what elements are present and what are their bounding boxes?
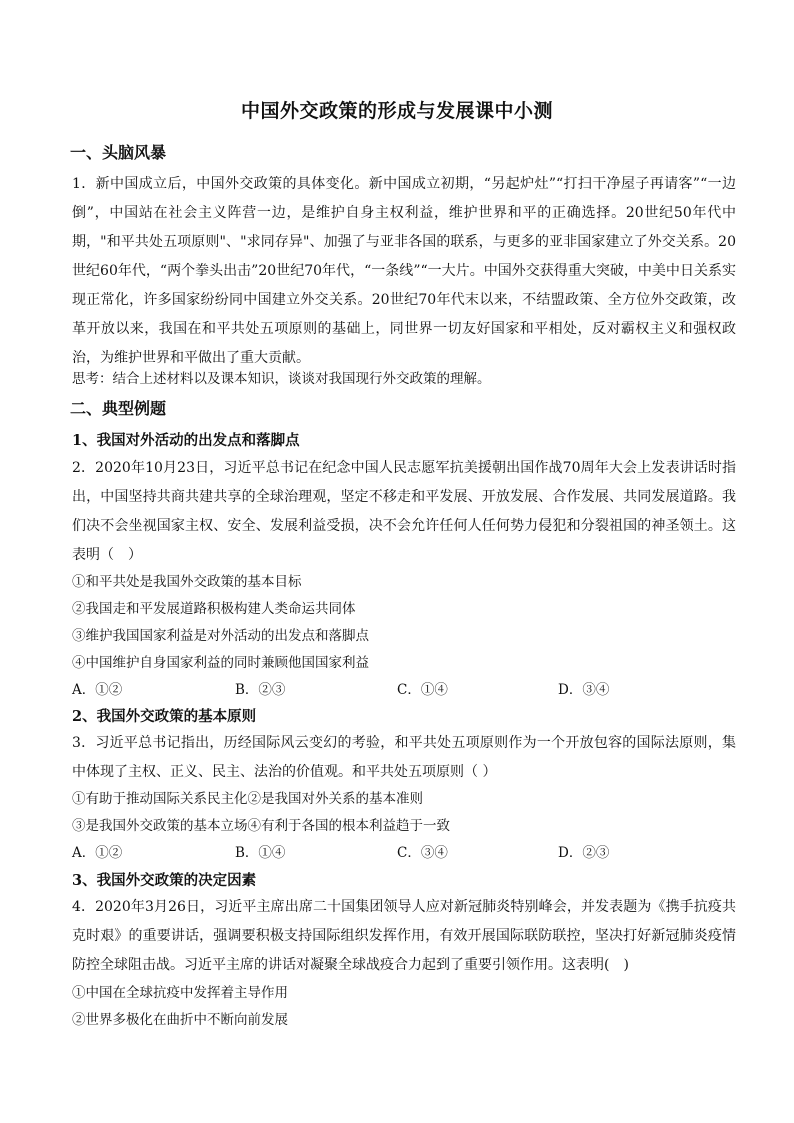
question-4-item-2: ②世界多极化在曲折中不断向前发展	[72, 1012, 288, 1028]
question-2-option-d[interactable]: D．③④	[558, 682, 610, 698]
question-2-text: 2．2020年10月23日，习近平总书记在纪念中国人民志愿军抗美援朝出国作战70周年大会上发表讲话时指出，中国坚持共商共建共享的全球治理观，坚定不移走和平发展、开放发展、合作发展、共同发展道路。我们决不会坐视国家主权、安全、发展利益受损，决不会允许任何人任何势力侵犯和分裂祖国的神圣领土。这表明（ ）	[72, 460, 736, 563]
question-3-option-a[interactable]: A．①②	[72, 845, 123, 861]
question-3-item-1: ①有助于推动国际关系民主化②是我国对外关系的基本准则	[72, 791, 423, 807]
subheading-starting-point: 1、我国对外活动的出发点和落脚点	[72, 432, 300, 449]
section-heading-brainstorm: 一、头脑风暴	[70, 143, 167, 162]
subheading-basic-principles: 2、我国外交政策的基本原则	[72, 708, 257, 725]
question-4-item-1: ①中国在全球抗疫中发挥着主导作用	[72, 985, 288, 1001]
question-2-option-a[interactable]: A．①②	[72, 682, 123, 698]
page-title: 中国外交政策的形成与发展课中小测	[240, 100, 553, 122]
question-4-text: 4．2020年3月26日，习近平主席出席二十国集团领导人应对新冠肺炎特别峰会，并发表题为《携手抗疫共克时艰》的重要讲话，强调要积极支持国际组织发挥作用，有效开展国际联防联控，坚决打好新冠肺炎疫情防控全球阻击战。习近平主席的讲话对凝聚全球战疫合力起到了重要引领作用。这表明( )	[72, 899, 736, 973]
question-2-item-3: ③维护我国国家利益是对外活动的出发点和落脚点	[72, 628, 369, 644]
question-1-text: 1．新中国成立后，中国外交政策的具体变化。新中国成立初期，“另起炉灶”“打扫干净屋子再请客”“一边倒”，中国站在社会主义阵营一边，是维护自身主权利益，维护世界和平的正确选择。20世纪50年代中期，"和平共处五项原则"、"求同存异"、加强了与亚非各国的联系，与更多的亚非国家建立了外交关系。20世纪60年代，“两个拳头出击”20世纪70年代，“一条线”“一大片。中国外交获得重大突破，中美中日关系实现正常化，许多国家纷纷同中国建立外交关系。20世纪70年代末以来，不结盟政策、全方位外交政策，改革开放以来，我国在和平共处五项原则的基础上，同世界一切友好国家和平相处，反对霸权主义和强权政治，为维护世界和平做出了重大贡献。	[72, 176, 736, 366]
question-3-text: 3．习近平总书记指出，历经国际风云变幻的考验，和平共处五项原则作为一个开放包容的国际法原则，集中体现了主权、正义、民主、法治的价值观。和平共处五项原则（ ）	[72, 735, 736, 780]
question-2-option-b[interactable]: B．②③	[235, 682, 286, 698]
section-heading-examples: 二、典型例题	[70, 399, 167, 418]
question-3-option-d[interactable]: D．②③	[558, 845, 610, 861]
question-2-option-c[interactable]: C．①④	[397, 682, 448, 698]
question-2-item-1: ①和平共处是我国外交政策的基本目标	[72, 574, 302, 590]
question-3-option-b[interactable]: B．①④	[235, 845, 286, 861]
question-3-option-c[interactable]: C．③④	[397, 845, 448, 861]
question-2-item-4: ④中国维护自身国家利益的同时兼顾他国国家利益	[72, 655, 369, 671]
subheading-determining-factors: 3、我国外交政策的决定因素	[72, 872, 257, 889]
think-prompt: 思考：结合上述材料以及课本知识，谈谈对我国现行外交政策的理解。	[72, 371, 491, 387]
question-3-item-2: ③是我国外交政策的基本立场④有利于各国的根本利益趋于一致	[72, 818, 450, 834]
question-2-item-2: ②我国走和平发展道路积极构建人类命运共同体	[72, 601, 356, 617]
